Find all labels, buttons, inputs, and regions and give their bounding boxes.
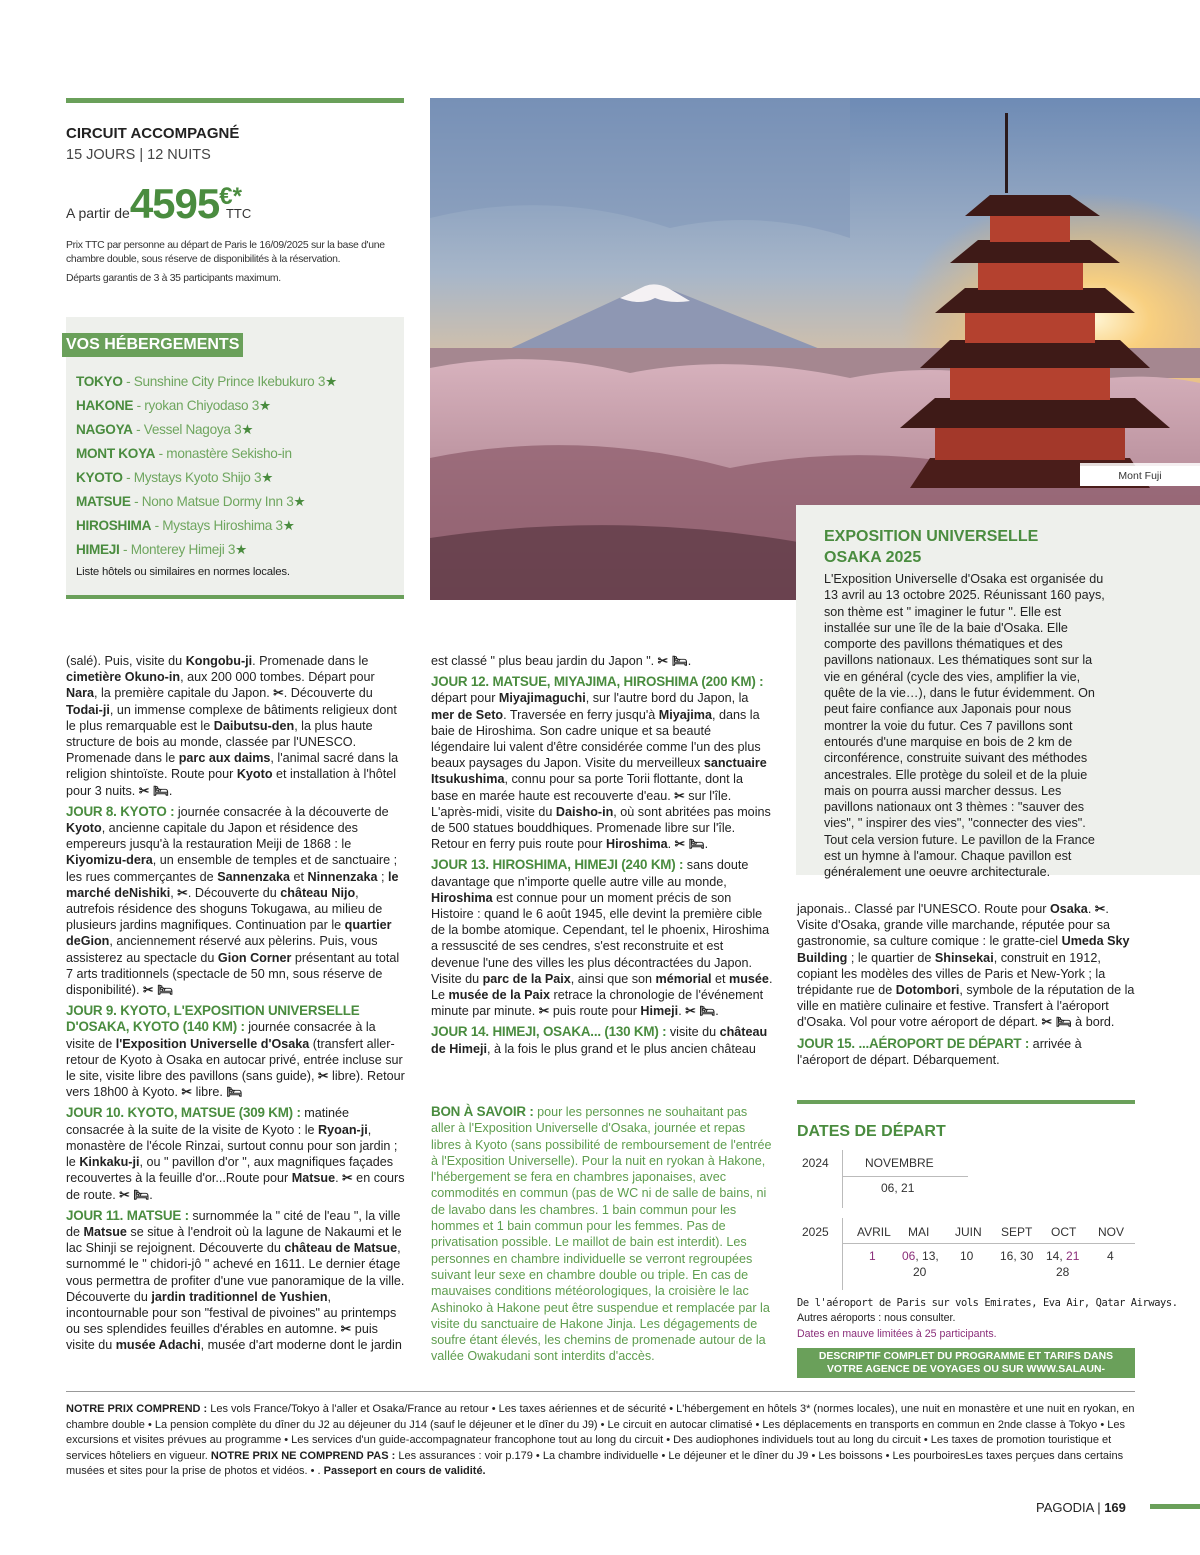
day9-km: (140 KM): [179, 1019, 241, 1035]
day12: [431, 674, 773, 852]
departures-note: Départs garantis de 3 à 35 participants maximum.: [66, 273, 281, 284]
hotel-name: - Vessel Nagoya 3: [132, 422, 242, 437]
month-juin: JUIN: [955, 1225, 982, 1239]
text-segment: , un immense complexe de bâtiments religieux dont le plus remarquable est le: [66, 702, 397, 733]
prix-ne-comprend-text: Les assurances : voir p.179 • La chambre individuelle • Le déjeuner et le dîner du J9 • Les boissons • Les pourboiresLes taxes perçues dans certains musées et sites pour la prise de photos et vidéos. • .: [66, 1449, 1124, 1477]
hotel-city: HIMEJI: [76, 542, 120, 557]
highlight: le marché deNishiki: [66, 869, 399, 900]
bon-a-savoir-title: BON À SAVOIR :: [431, 1104, 534, 1119]
highlight: parc aux daims: [178, 751, 271, 766]
text-segment: à bord.: [1071, 1015, 1115, 1030]
highlight: Himeji: [640, 1004, 679, 1019]
text-segment: . Visite d'Osaka, grande ville marchande, réputée pour sa gastronomie, sa culture comique : le gratte-ciel: [797, 902, 1110, 949]
dates-title: DATES DE DÉPART: [797, 1123, 946, 1140]
day12-title: JOUR 12. MATSUE, MIYAJIMA, HIROSHIMA: [431, 674, 698, 690]
prix-comprend-text: Les vols France/Tokyo à l'aller et Osaka/France au retour • Les taxes aériennes et de sécurité • L'hébergement en hôtels 3* (normes locales), une nuit en monastère et une nuit en ryokan, en chambre double • La pension complète du dîner du J2 au déjeuner du J14 (sauf le déjeuner et le dîner du J9) • Le circuit en autocar climatisé • Les déplacements en transports en commun en 2nde classe à Tokyo • Les excursions et visites prévues au programme • Les services d'un guide-accompagnateur francophone tout au long du circuit • Des audiophones individuels tout au long du circuit • Les taxes de promotion touristique et services hôteliers en vigueur.: [66, 1403, 1135, 1462]
itinerary-column-3: [797, 901, 1137, 1073]
text-segment: journée consacrée à la visite de: [66, 1020, 376, 1051]
day-mai-06: 06: [902, 1249, 916, 1263]
day8-text: [66, 805, 399, 997]
text-segment: et: [289, 869, 308, 884]
highlight: Shinsekai: [934, 950, 994, 965]
highlight: cimetière Okuno-in: [66, 670, 181, 685]
price-ttc: TTC: [225, 206, 252, 221]
day10-colon: :: [296, 1105, 301, 1121]
text-segment: matinée consacrée à la suite de la visite de Kyoto : le: [66, 1106, 350, 1137]
text-segment: . Découverte du: [283, 686, 373, 701]
hotel-name: - Mystays Kyoto Shijo 3: [122, 470, 262, 485]
text-segment: , la plus haute structure de bois au monde, classée par l'UNESCO. Promenade dans le: [66, 718, 373, 766]
star-icon: ★: [325, 374, 338, 389]
text-segment: puis visite du: [66, 1322, 378, 1353]
price-note: Prix TTC par personne au départ de Paris le 16/09/2025 sur la base d'une chambre double, sous réserve de disponibilités à la réservation.: [66, 240, 385, 265]
day12-km: (200 KM): [697, 674, 760, 690]
highlight: Dotombori: [895, 983, 960, 998]
highlight: jardin traditionnel de Yushien: [151, 1289, 328, 1304]
highlight: Umeda Sky Building: [797, 934, 1130, 965]
day9-colon: :: [240, 1019, 245, 1035]
day10-km: (309 KM): [235, 1105, 297, 1121]
text-segment: , dans la baie de Hiroshima. Son cadre unique et sa beauté légendaire lui valent d'être considérée comme l'un des plus beaux paysages du Japon. Visite du merveilleux: [431, 707, 761, 771]
day11-title: JOUR 11. MATSUE :: [66, 1207, 189, 1223]
text-segment: puis route pour: [549, 1004, 641, 1019]
day10: [66, 1105, 406, 1202]
page-tab: [1150, 1504, 1200, 1509]
day13-text: [431, 858, 772, 1018]
month-novembre: NOVEMBRE: [865, 1156, 934, 1170]
text-segment: sans doute davantage que n'importe quelle autre ville au monde,: [431, 858, 749, 889]
day8-title: JOUR 8. KYOTO :: [66, 803, 175, 819]
day-avril: 1: [869, 1249, 876, 1263]
day13-title: JOUR 13. HIROSHIMA, HIMEJI: [431, 857, 618, 873]
passport-note: Passeport en cours de validité.: [323, 1465, 486, 1477]
highlight: ✂: [318, 1069, 329, 1084]
day13-colon: :: [679, 857, 684, 873]
day-oct: [1046, 1249, 1079, 1263]
year-2025: 2025: [802, 1225, 829, 1239]
brand: PAGODIA: [1036, 1500, 1094, 1515]
star-icon: ★: [293, 494, 306, 509]
hotels-list: [76, 370, 396, 562]
circuit-type: CIRCUIT ACCOMPAGNÉ: [66, 125, 240, 142]
highlight: Kiyomizu-dera: [66, 853, 153, 868]
highlight: ✂ 🛏: [685, 1004, 716, 1019]
hotel-city: MONT KOYA: [76, 446, 156, 461]
text-segment: .: [168, 783, 173, 798]
expo-title-line2: OSAKA 2025: [824, 549, 922, 566]
text-segment: , ancienne capitale du Japon et résidence des empereurs jusqu'à la restauration Meiji de 1868 : le: [66, 821, 358, 852]
text-segment: ; le quartier de: [847, 950, 935, 965]
hotel-name: - ryokan Chiyodaso 3: [133, 398, 260, 413]
hebergements-title: VOS HÉBERGEMENTS: [62, 333, 243, 357]
text-segment: départ pour: [431, 691, 499, 706]
day-mai-20: 20: [913, 1265, 927, 1279]
price-block: [66, 180, 251, 228]
highlight: l'Exposition Universelle d'Osaka: [115, 1036, 310, 1051]
text-segment: , la première capitale du Japon.: [94, 686, 274, 701]
hotel-city: KYOTO: [76, 470, 123, 485]
day11: [66, 1208, 406, 1354]
day13-km: (240 KM): [617, 857, 680, 873]
highlight: Kongobu-ji: [185, 654, 253, 668]
hotel-name: - Nono Matsue Dormy Inn 3: [130, 494, 294, 509]
expo-body: L'Exposition Universelle d'Osaka est organisée du 13 avril au 13 octobre 2025. Réunissant 160 pays, son thème est " imaginer le futur ". Elle est installée sur une île de la baie d'Osaka. Elle comporte des pavillons thématiques et des pavillons nationaux. Les thématiques sont sur la vie en général (cycle des vies, amplifier la vie, quête de la vie…), dans le futur évidemment. On peut faire confiance aux Japonais pour nous montrer la voie du futur. Ces 7 pavillons sont entourés d'une marquise en bois de 2 km de circonférence, construite suivant des méthodes ancestrales. Elle protège du soleil et de la pluie mais on pourra aussi marcher dessus. Les pavillons nationaux ont 3 thèmes : "sauver des vies", " inspirer des vies", "connecter des vies". Tout cela version future. Le pavillon de la France est un hymne à l'amour. Chaque pavillon est généralement une oeuvre architecturale.: [824, 572, 1105, 880]
hotel-item: [76, 394, 396, 418]
hotel-city: HAKONE: [76, 398, 134, 413]
text-segment: , ou " pavillon d'or ", aux magnifiques façades recouvertes à la feuille d'or...Route pour: [66, 1155, 394, 1186]
text-segment: , ainsi que son: [570, 971, 656, 986]
highlight: ✂ 🛏: [657, 654, 688, 668]
highlight: Miyajimaguchi: [498, 691, 586, 706]
day15-title: JOUR 15. ...AÉROPORT DE DÉPART :: [797, 1035, 1030, 1051]
prix-ne-comprend-title: NOTRE PRIX NE COMPREND PAS :: [210, 1449, 396, 1462]
day11-text: [66, 1209, 404, 1353]
highlight: Miyajima: [658, 707, 712, 722]
highlight: château de Matsue: [284, 1241, 398, 1256]
highlight: ✂ 🛏: [674, 837, 705, 852]
text-segment: (salé). Puis, visite du: [66, 654, 186, 668]
highlight: Sannenzaka: [217, 869, 290, 884]
hotels-note: Liste hôtels ou similaires en normes locales.: [76, 566, 290, 578]
prix-comprend: [66, 1402, 1138, 1480]
highlight: Nara: [66, 686, 95, 701]
highlight: ✂ 🛏: [138, 783, 169, 798]
text-segment: en cours de route.: [66, 1171, 405, 1202]
text-segment: visite du: [666, 1025, 720, 1040]
text-segment: , symbole de la réputation de la ville en matière culinaire et festive. Transfert à l'aéroport d'Osaka. Vol pour votre aéroport de départ.: [797, 983, 1135, 1030]
text-segment: est connue pour un moment précis de son Histoire : quand le 6 août 1945, elle devint la première cible de la bombe atomique. Cependant, tel le phoenix, Hiroshima a ressuscité de ses cendres, s'est reconstruite et est devenue l'une des villes les plus décontractées du Japon. Visite du: [431, 890, 770, 986]
hotel-city: NAGOYA: [76, 422, 133, 437]
text-segment: surnommée la " cité de l'eau ", la ville de: [66, 1208, 401, 1239]
day14-km: (130 KM): [600, 1024, 663, 1040]
day-nov: 4: [1107, 1249, 1114, 1263]
day15-text: arrivée à l'aéroport de départ. Débarquement.: [797, 1036, 1082, 1067]
text-segment: , un ensemble de temples et de sanctuaire ; les rues commerçantes de: [66, 853, 398, 884]
day-oct-21: 21: [1066, 1249, 1080, 1263]
highlight: Daibutsu-den: [213, 718, 295, 733]
text-segment: , autrefois résidence des shoguns Tokugawa, au milieu de plusieurs jardins magnifiques. Continuation par le: [66, 885, 383, 933]
text-segment: .: [678, 1004, 686, 1019]
footer-rule: [66, 1391, 1135, 1392]
price-value: 4595: [129, 180, 220, 227]
text-segment: . Traversée en ferry jusqu'à: [503, 707, 659, 722]
day13: [431, 857, 773, 1019]
agency-banner[interactable]: [797, 1348, 1135, 1388]
dates-note-2: Autres aéroports : nous consulter.: [797, 1312, 956, 1324]
day11-continuation: [431, 653, 773, 669]
day7-continuation: [66, 653, 406, 799]
text-segment: , connu pour sa porte Torii flottante, dont la base en marée haute est recouverte d'eau.: [431, 772, 743, 803]
month-oct: OCT: [1051, 1225, 1077, 1239]
text-segment: , sur l'autre bord du Japon, la: [585, 691, 749, 706]
hotel-item: [76, 538, 396, 562]
dates-note-1: De l'aéroport de Paris sur vols Emirates, Eva Air, Qatar Airways.: [797, 1297, 1178, 1309]
page-number: 169: [1104, 1500, 1126, 1515]
text-segment: retrace la chronologie de l'événement minute par minute.: [431, 988, 764, 1019]
panel-bottom-rule: [66, 595, 404, 599]
highlight: ✂ 🛏: [143, 983, 174, 998]
text-segment: sur l'île. L'après-midi, visite du: [431, 788, 732, 819]
day14-title: JOUR 14. HIMEJI, OSAKA...: [431, 1024, 601, 1040]
highlight: Ninnenzaka: [307, 869, 378, 884]
duration: 15 JOURS | 12 NUITS: [66, 147, 211, 163]
highlight: musée de la Paix: [448, 988, 551, 1003]
highlight: quartier deGion: [66, 918, 392, 949]
agency-banner-line1: DESCRIPTIF COMPLET DU PROGRAMME ET TARIFS DANS: [818, 1351, 1114, 1362]
text-segment: ,: [170, 885, 178, 900]
photo-caption: Mont Fuji: [1080, 466, 1200, 486]
day10-text: [66, 1106, 405, 1201]
days-2024: 06, 21: [881, 1181, 915, 1195]
text-segment: est classé " plus beau jardin du Japon ".: [431, 654, 658, 668]
day14-colon: :: [662, 1024, 667, 1040]
text-segment: , à la fois le plus grand et le plus ancien château: [487, 1041, 756, 1056]
itinerary-column-2: [431, 653, 773, 1062]
day-oct-14: 14,: [1046, 1249, 1067, 1263]
divider-2024-h: [842, 1176, 968, 1177]
star-icon: ★: [241, 422, 254, 437]
text-segment: . Découverte du: [187, 885, 281, 900]
highlight: Matsue: [291, 1171, 336, 1186]
page-footer: PAGODIA | 169: [1036, 1500, 1126, 1515]
text-segment: .: [715, 1004, 719, 1019]
text-segment: (transfert aller-retour de Kyoto à Osaka en autocar privé, entrée incluse sur le site, visite libre des pavillons (sans guide),: [66, 1036, 403, 1084]
text-segment: présentant au total 7 arts traditionnels (spectacle de 50 mn, sous réserve de disponibilité).: [66, 950, 400, 998]
highlight: Ryoan-ji: [318, 1122, 368, 1137]
day14: [431, 1024, 773, 1056]
highlight: 🛏: [226, 1085, 243, 1100]
highlight: château Nijo: [280, 885, 356, 900]
highlight: Osaka: [1050, 902, 1088, 916]
highlight: ✂: [538, 1004, 550, 1019]
highlight: Hiroshima: [431, 890, 493, 905]
text-segment: et: [711, 971, 730, 986]
year-2024: 2024: [802, 1156, 829, 1170]
highlight: Todai-ji: [66, 702, 110, 717]
expo-title-line1: EXPOSITION UNIVERSELLE: [824, 528, 1039, 545]
highlight: ✂: [1094, 902, 1106, 916]
star-icon: ★: [282, 518, 295, 533]
hotel-city: TOKYO: [76, 374, 123, 389]
day-oct-28: 28: [1056, 1265, 1070, 1279]
itinerary-column-1: [66, 653, 406, 1359]
text-segment: journée consacrée à la découverte de: [174, 804, 389, 819]
text-segment: .: [687, 654, 692, 668]
highlight: Kyoto: [236, 767, 273, 782]
agency-banner-line2: VOTRE AGENCE DE VOYAGES OU SUR WWW.SALAUN-HOLIDAYS.COM: [826, 1364, 1106, 1388]
prix-comprend-title: NOTRE PRIX COMPREND :: [66, 1403, 208, 1415]
highlight: Gion Corner: [217, 950, 292, 965]
highlight: ✂ 🛏: [1041, 1015, 1072, 1030]
hotel-city: HIROSHIMA: [76, 518, 152, 533]
text-segment: , incontournable pour son "festival de pivoines" au printemps ou ses splendides feuilles d'érables en automne.: [66, 1289, 397, 1337]
dates-table: [797, 1150, 1135, 1290]
star-icon: ★: [235, 542, 248, 557]
price-currency: €*: [219, 183, 242, 210]
hotel-name: - monastère Sekisho-in: [155, 446, 292, 461]
day8: [66, 804, 406, 998]
highlight: ✂: [674, 788, 685, 803]
highlight: château de Himeji: [431, 1025, 768, 1056]
hotel-city: MATSUE: [76, 494, 131, 509]
highlight: Daisho-in: [555, 804, 614, 819]
hotel-item: [76, 418, 396, 442]
day-sept: 16, 30: [1000, 1249, 1034, 1263]
hotel-item: [76, 370, 396, 394]
day9-title: JOUR 9. KYOTO, L'EXPOSITION UNIVERSELLE D'OSAKA, KYOTO: [66, 1003, 360, 1035]
star-icon: ★: [261, 470, 274, 485]
text-segment: , construit en 1912, copiant les modèles des villes de Paris et New-York ; la trépidante rue de: [797, 950, 1106, 998]
highlight: ✂: [342, 1171, 353, 1186]
text-segment: , où sont abritées pas moins de 500 statues bouddhiques. Promenade libre sur l'île. Retour en ferry puis route pour: [431, 804, 771, 852]
hotel-name: - Sunshine City Prince Ikebukuro 3: [122, 374, 326, 389]
text-segment: .: [149, 1187, 153, 1202]
highlight: musée: [729, 971, 769, 986]
highlight: musée Adachi: [115, 1338, 201, 1353]
text-segment: , musée d'art moderne dont le jardin: [200, 1338, 402, 1353]
divider-2025: [842, 1218, 843, 1290]
text-segment: .: [704, 837, 709, 852]
divider-2024: [842, 1150, 843, 1208]
day-juin: 10: [960, 1249, 974, 1263]
dates-note-3: Dates en mauve limitées à 25 participants.: [797, 1328, 997, 1340]
text-segment: libre.: [192, 1085, 227, 1100]
hotel-item: [76, 466, 396, 490]
highlight: sanctuaire Itsukushima: [431, 756, 767, 787]
highlight: Hiroshima: [606, 837, 668, 852]
highlight: mer de Seto: [431, 707, 504, 722]
highlight: mémorial: [655, 971, 712, 986]
text-segment: .: [335, 1171, 343, 1186]
price-prefix: A partir de: [66, 205, 130, 221]
month-sept: SEPT: [1001, 1225, 1033, 1239]
day-mai-13: , 13,: [915, 1249, 939, 1263]
text-segment: , aux 200 000 tombes. Départ pour: [180, 670, 375, 685]
dates-rule: [797, 1100, 1135, 1104]
hotel-name: - Monterey Himeji 3: [119, 542, 236, 557]
month-mai: MAI: [908, 1225, 930, 1239]
divider-2025-h: [842, 1243, 1135, 1244]
text-segment: . Le: [431, 971, 773, 1003]
day-mai: [902, 1249, 939, 1263]
highlight: Matsue: [83, 1224, 127, 1239]
text-segment: , monastère de l'école Rinzai, surtout connu pour son jardin ; le: [66, 1122, 398, 1170]
month-nov: NOV: [1098, 1225, 1125, 1239]
hotel-item: [76, 514, 396, 538]
text-segment: . Promenade dans le: [252, 654, 369, 668]
day15: [797, 1036, 1137, 1068]
text-segment: ;: [377, 869, 388, 884]
day10-title: JOUR 10. KYOTO, MATSUE: [66, 1105, 236, 1121]
highlight: ✂: [273, 686, 284, 701]
highlight: Kinkaku-ji: [79, 1155, 140, 1170]
day12-text: [431, 691, 771, 851]
bon-a-savoir-text: pour les personnes ne souhaitant pas aller à l'Exposition Universelle d'Osaka, journée et repas libres à Kyoto (sans possibilité de remboursement de l'entrée à l'Exposition Universelle). Pour la nuit en ryokan à Hakone, l'hébergement se fera en chambres japonaises, avec commodités en commun (pas de WC ni de salle de bains, ni de lavabo dans les chambres. 1 bain commun pour les hommes et 1 bain commun pour les femmes. Pas de privatisation possible. Le maillot de bain est interdit). Les personnes en chambre individuelle se verront regroupées suivant leur sexe en chambre double ou triple. En cas de mauvaises conditions météorologiques, la croisière le lac Ashinoko à Hakone peut être suspendue et remplacée par la visite du sanctuaire de Hakone Jinja. Les dégagements de soufre étant élevés, les chemins de promenade autour de la vallée Owakudani sont interdits d'accès.: [431, 1105, 772, 1364]
text-segment: libre). Retour vers 18h00 à Kyoto.: [66, 1069, 405, 1100]
text-segment: .: [1087, 902, 1095, 916]
star-icon: ★: [259, 398, 271, 413]
highlight: ✂: [340, 1322, 352, 1337]
highlight: ✂: [181, 1085, 193, 1100]
expo-title: [824, 526, 1038, 568]
text-segment: , anciennement réservé aux pèlerins. Puis, vous assisterez au spectacle du: [66, 934, 378, 965]
text-segment: japonais.. Classé par l'UNESCO. Route pour: [797, 902, 1050, 916]
highlight: ✂ 🛏: [119, 1187, 150, 1202]
highlight: Kyoto: [66, 821, 102, 836]
top-rule: [66, 98, 404, 103]
highlight: parc de la Paix: [482, 971, 571, 986]
bon-a-savoir: [431, 1104, 773, 1365]
day9: [66, 1003, 406, 1100]
month-avril: AVRIL: [857, 1225, 891, 1239]
hotel-item: [76, 442, 396, 466]
text-segment: , l'animal sacré dans la religion shintoïste. Route pour: [66, 751, 399, 782]
day12-colon: :: [759, 674, 764, 690]
text-segment: et installation à l'hôtel pour 3 nuits.: [66, 767, 397, 798]
hotel-item: [76, 490, 396, 514]
hotel-name: - Mystays Hiroshima 3: [151, 518, 283, 533]
text-segment: .: [667, 837, 675, 852]
day14-continuation: [797, 901, 1137, 1031]
text-segment: se situe à l'endroit où la lagune de Nakaumi et le lac Shinji se rejoignent. Découverte du: [66, 1224, 402, 1256]
highlight: ✂: [177, 885, 188, 900]
text-segment: , surnommé le " chidori-jô " achevé en 1611. Le dernier étage vous permettra de profiter d'une vue panoramique de la ville. Découverte du: [66, 1241, 405, 1304]
